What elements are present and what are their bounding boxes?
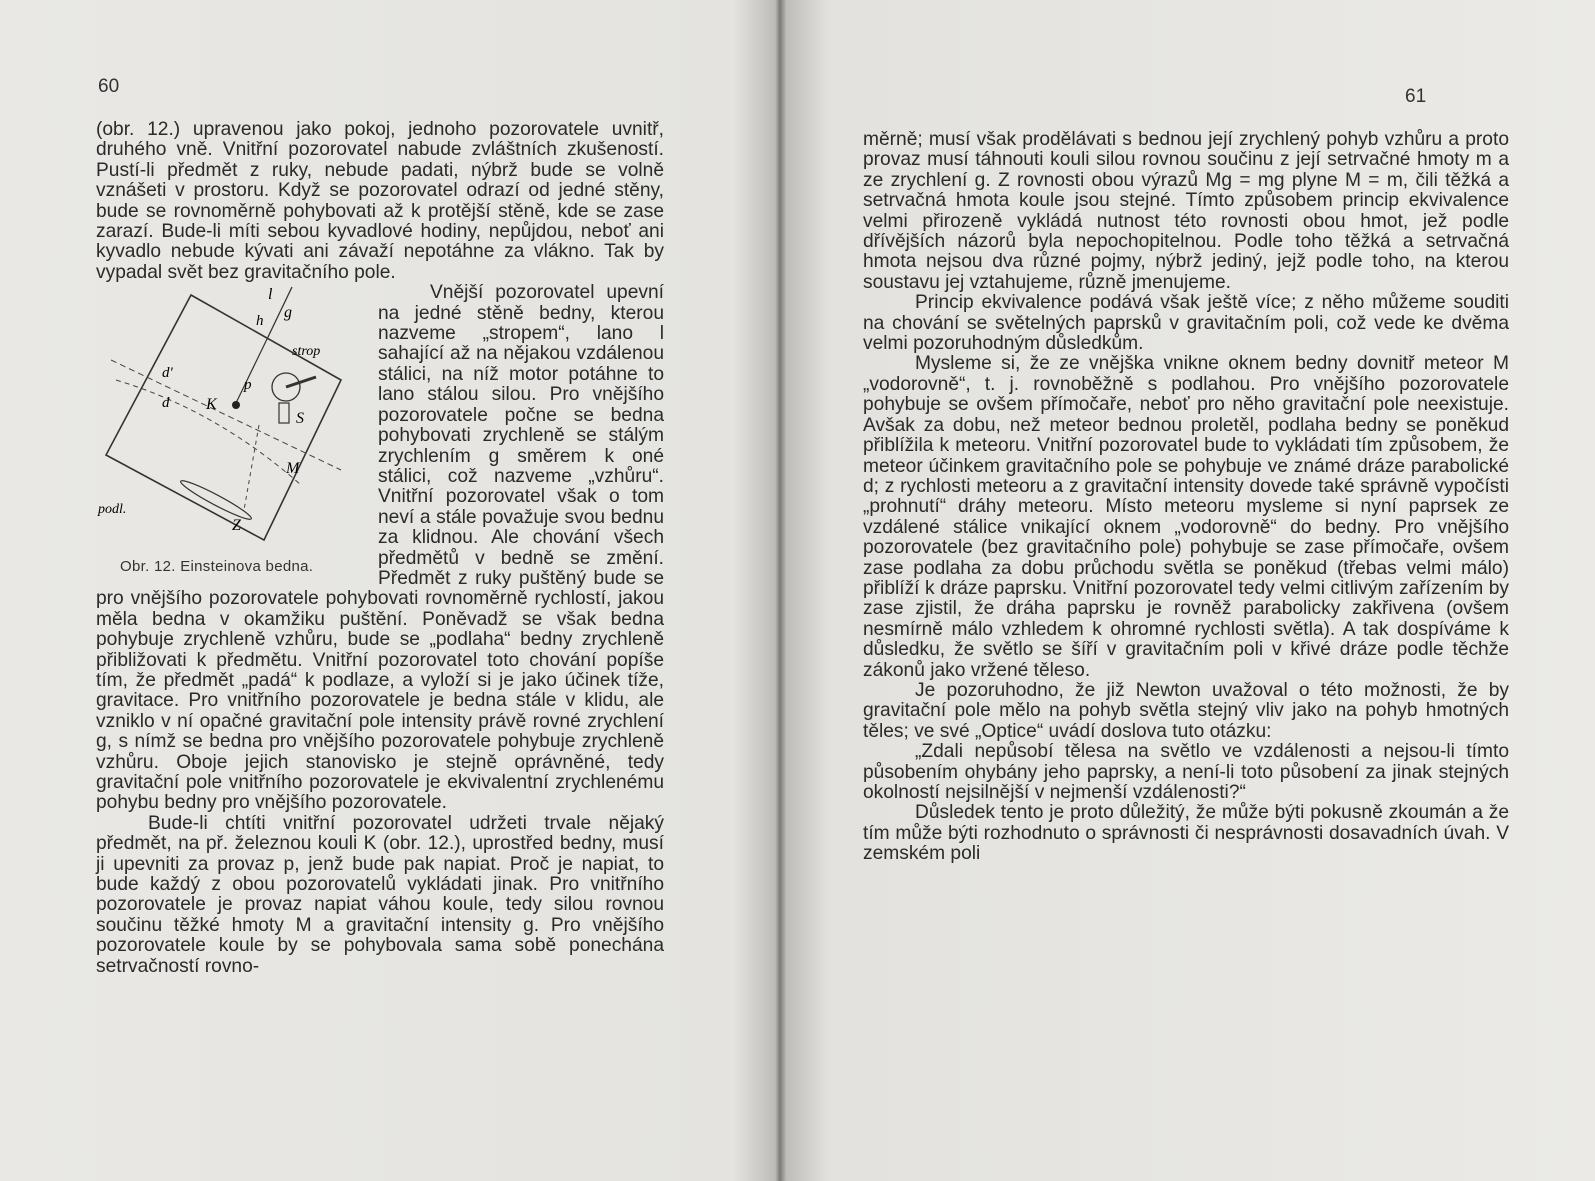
- paragraph: Mysleme si, že ze vnějška vnikne oknem bedny dovnitř meteor M „vodorovně“, t. j. rovnoběžně s podlahou. Pro vnějšího pozorovatele pohybuje se ovšem přímočaře, neboť pro něho gravitační pole neexistuje. Avšak za dobu, než meteor bednou proletěl, podlaha bedny se poněkud přiblížila k meteoru. Vnitřní pozorovatel bude to vykládati tím způsobem, že meteor účinkem gravitačního pole se pohybuje ve známé dráze parabolické d; z rychlosti meteoru a z gravitační intensity dovede také správně vypočísti „prohnutí“ dráhy meteoru. Místo meteoru mysleme si nyní paprsek ze vzdálené stálice vnikající oknem „vodorovně“ do bedny. Pro vnějšího pozorovatele (bez gravitačního pole) pohybuje se zase přímočaře, ovšem zase podlaha za dobu průchodu světla se poněkud (třebas velmi málo) přiblíží k dráze paprsku. Vnitřní pozorovatel tedy velmi citlivým zařízením by zase zjistil, že dráha paprsku je rovněž parabolicky zakřivena (ovšem nesmírně málo vzhledem k ohromné rychlosti světla). A tak dospíváme k důsledku, že světlo se šíří v gravitačním poli v křivé dráze podle těchže zákonů jako vržené těleso.: [863, 353, 1509, 681]
- label-d-prime: d': [162, 365, 173, 382]
- label-s: S: [296, 410, 304, 428]
- axis-line: [244, 425, 259, 510]
- page-number-right: 61: [1405, 86, 1427, 107]
- pendulum: [279, 403, 289, 423]
- einstein-box-diagram: [96, 285, 366, 575]
- label-m: M: [286, 460, 300, 478]
- label-z: Z: [232, 517, 241, 535]
- box-outline: [106, 295, 341, 540]
- label-k: K: [206, 396, 217, 414]
- right-page: [780, 0, 1595, 1181]
- figure-caption: Obr. 12. Einsteinova bedna.: [120, 558, 314, 576]
- label-l: l: [268, 286, 273, 304]
- figure-einstein-box: [96, 285, 366, 575]
- paragraph: Důsledek tento je proto důležitý, že může býti pokusně zkoumán a že tím může býti rozhodnuto o správnosti či nesprávnosti dosavadních úvah. V zemském poli: [863, 802, 1509, 865]
- label-strop: strop: [292, 344, 321, 360]
- paragraph: Bude-li chtíti vnitřní pozorovatel udržeti trvale nějaký předmět, na př. železnou kouli K (obr. 12.), uprostřed bedny, musí ji upevniti za provaz p, jenž bude pak napiat. Proč je napiat, to bude každý z obou pozorovatelů vykládati jinak. Pro vnitřního pozorovatele je provaz napiat váhou koule, tedy silou rovnou součinu těžké hmoty M a gravitační intensity g. Pro vnějšího pozorovatele koule by se pohybovala sama sobě ponechána setrvačností rovno-: [96, 812, 664, 977]
- label-g: g: [284, 304, 292, 322]
- label-d: d: [162, 395, 170, 412]
- left-page: [0, 0, 775, 1181]
- string-p: [236, 337, 268, 403]
- paragraph: Je pozoruhodno, že již Newton uvažoval o této možnosti, že by gravitační pole mělo na pohyb světla stejný vliv jako na pohyb hmotných těles; ve své „Optice“ uvádí doslova tuto otázku:: [863, 679, 1509, 742]
- label-h: h: [256, 313, 264, 330]
- ball-k: [232, 401, 240, 409]
- paragraph: měrně; musí však prodělávati s bednou její zrychlený pohyb vzhůru a proto provaz musí táhnouti kouli silou rovnou součinu z její setrvačné hmoty m a ze zrychlení g. Z rovnosti obou výrazů Mg = mg plyne M = m, čili těžká a setrvačná hmota koule jsou stejné. Tímto způsobem princip ekvivalence velmi přirozeně vykládá nutnost této rovnosti obou hmot, jež podle dřívějších názorů byla nepochopitelnou. Podle toho těžká a setrvačná hmota nejsou dva různé pojmy, nýbrž jediný, jejž podle toho, na kterou soustavu jej vztahujeme, různě jmenujeme.: [863, 129, 1509, 293]
- label-podl: podl.: [98, 502, 127, 518]
- quote: „Zdali nepůsobí tělesa na světlo ve vzdálenosti a nejsou-li tímto působením ohybány jeho paprsky, a není-li toto působení za jinak stejných okolností nejsilnější v nejmenší vzdálenosti?“: [863, 741, 1509, 803]
- right-page-text: [863, 130, 1509, 865]
- clock-weight: [286, 377, 316, 387]
- paragraph: Princip ekvivalence podává však ještě více; z něho můžeme souditi na chování se světelných paprsků v gravitačním poli, což vede ke dvěma velmi pozoruhodným důsledkům.: [863, 292, 1509, 355]
- paragraph: Vnější pozorovatel upevní na jedné stěně bedny, kterou nazveme „stropem“, lano l sahající až na nějakou vzdálenou stálici, na níž motor potáhne to lano stálou silou. Pro vnějšího pozorovatele počne se bedna pohybovati zrychleně se stálým zrychlením g směrem k oné stálici, což nazveme „vzhůru“. Vnitřní pozorovatel však o tom neví a stále považuje svou bednu za klidnou. Ale chování všech předmětů v bedně se změní. Předmět z ruky puštěný bude se pro vnějšího pozorovatele pohybovati rovnoměrně rychlostí, jakou měla bedna v okamžiku puštění. Poněvadž se však bedna pohybuje zrychleně vzhůru, bude se „podlaha“ bedny zrychleně přibližovati k předmětu. Vnitřní pozorovatel toto chování popíše tím, že předmět „padá“ k podlaze, a vyloží si je jako účinek tíže, gravitace. Pro vnitřního pozorovatele je bedna stále v klidu, ale vzniklo v ní opačné gravitační pole intensity právě rovné zrychlení g, s nímž se bedna pro vnějšího pozorovatele pohybuje zrychleně vzhůru. Oboje jejich stanovisko je stejně oprávněné, tedy gravitační pole vnitřního pozorovatele je ekvivalentní zrychlenému pohybu bedny pro vnějšího pozorovatele.: [96, 282, 664, 814]
- page-number-left: 60: [98, 76, 120, 97]
- paragraph: (obr. 12.) upravenou jako pokoj, jednoho pozorovatele uvnitř, druhého vně. Vnitřní pozorovatel nabude zvláštních zkušeností. Pustí-li předmět z ruky, nebude padati, nýbrž bude se volně vznášeti v prostoru. Když se pozorovatel odrazí od jedné stěny, bude se rovnoměrně pohybovati až k protější stěně, kde se zase zarazí. Bude-li míti sebou kyvadlové hodiny, nepůjdou, neboť ani kyvadlo nebude kývati ani závaží nepotáhne za vlákno. Tak by vypadal svět bez gravitačního pole.: [96, 119, 664, 283]
- label-p: p: [244, 377, 252, 394]
- left-page-text: [96, 120, 664, 977]
